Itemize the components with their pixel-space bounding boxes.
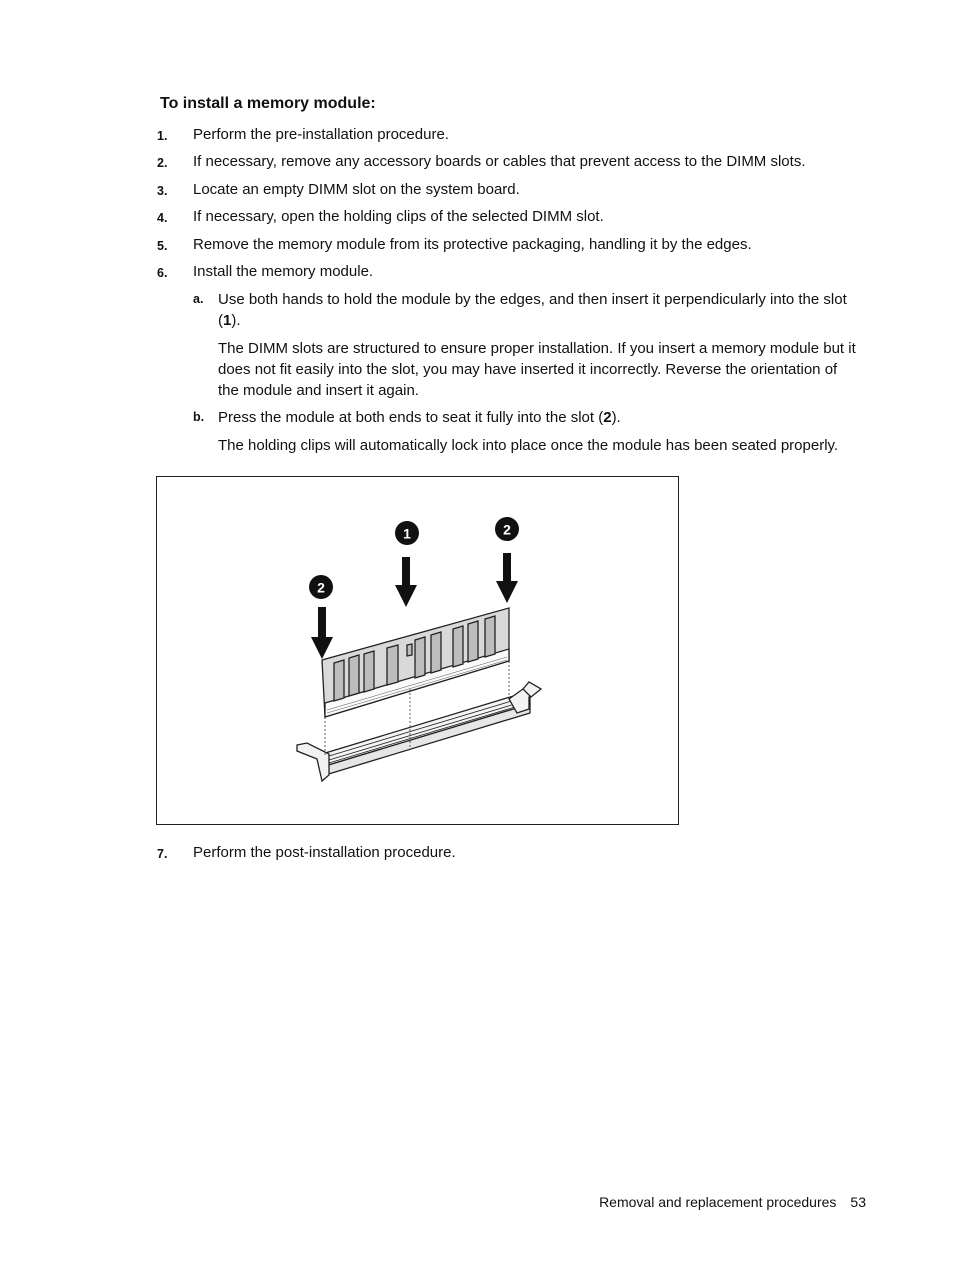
substep-a-text: [218, 289, 858, 331]
step-text: Perform the post-installation procedure.: [193, 844, 456, 861]
step-number: 7.: [157, 847, 168, 861]
down-arrow-icon: [496, 553, 518, 603]
callout-2-icon: [309, 575, 333, 599]
substep-b-text: [218, 407, 858, 428]
step-text: Remove the memory module from its protective packaging, handling it by the edges.: [193, 236, 752, 253]
callout-ref-1: 1: [223, 312, 232, 329]
section-heading: To install a memory module:: [160, 95, 376, 112]
step-text: Locate an empty DIMM slot on the system board.: [193, 181, 520, 198]
step-number: 3.: [157, 184, 168, 198]
page-number: 53: [850, 1194, 866, 1210]
substep-b-text-part: Press the module at both ends to seat it fully into the slot (: [218, 409, 604, 426]
callout-1-icon: [395, 521, 419, 545]
callout-ref-2: 2: [603, 409, 612, 426]
step-number: 1.: [157, 129, 168, 143]
step-number: 6.: [157, 266, 168, 280]
callout-2-label: 2: [317, 579, 325, 596]
dimm-module: [322, 608, 509, 717]
substep-b-label: b.: [193, 410, 205, 424]
callout-2-label: 2: [503, 521, 511, 538]
down-arrow-icon: [395, 557, 417, 607]
step-text: Install the memory module.: [193, 263, 374, 280]
callout-1-label: 1: [403, 525, 411, 542]
step-number: 5.: [157, 239, 168, 253]
substep-b-text-end: ).: [611, 409, 621, 426]
substep-a-note: The DIMM slots are structured to ensure proper installation. If you insert a memory module but it does not fit easily into the slot, you may have inserted it incorrectly. Reverse the orientation of the module and insert it again.: [218, 340, 856, 399]
step-text: If necessary, open the holding clips of the selected DIMM slot.: [193, 208, 604, 225]
step-text: Perform the pre-installation procedure.: [193, 126, 449, 143]
dimm-installation-figure: [156, 476, 679, 825]
substep-b-note: The holding clips will automatically lock into place once the module has been seated properly.: [218, 437, 839, 454]
page-footer: [599, 1194, 866, 1210]
footer-section-title: Removal and replacement procedures: [599, 1194, 837, 1210]
dimm-illustration: [157, 477, 678, 824]
step-number: 2.: [157, 156, 168, 170]
step-number: 4.: [157, 211, 168, 225]
substep-a-text-end: ).: [231, 312, 241, 329]
substep-a-text-part: Use both hands to hold the module by the edges, and then insert it perpendicularly into the slot (: [218, 291, 847, 329]
down-arrow-icon: [311, 607, 333, 659]
callout-2-icon: [495, 517, 519, 541]
step-text: If necessary, remove any accessory boards or cables that prevent access to the DIMM slots.: [193, 153, 806, 170]
substep-a-label: a.: [193, 292, 204, 306]
